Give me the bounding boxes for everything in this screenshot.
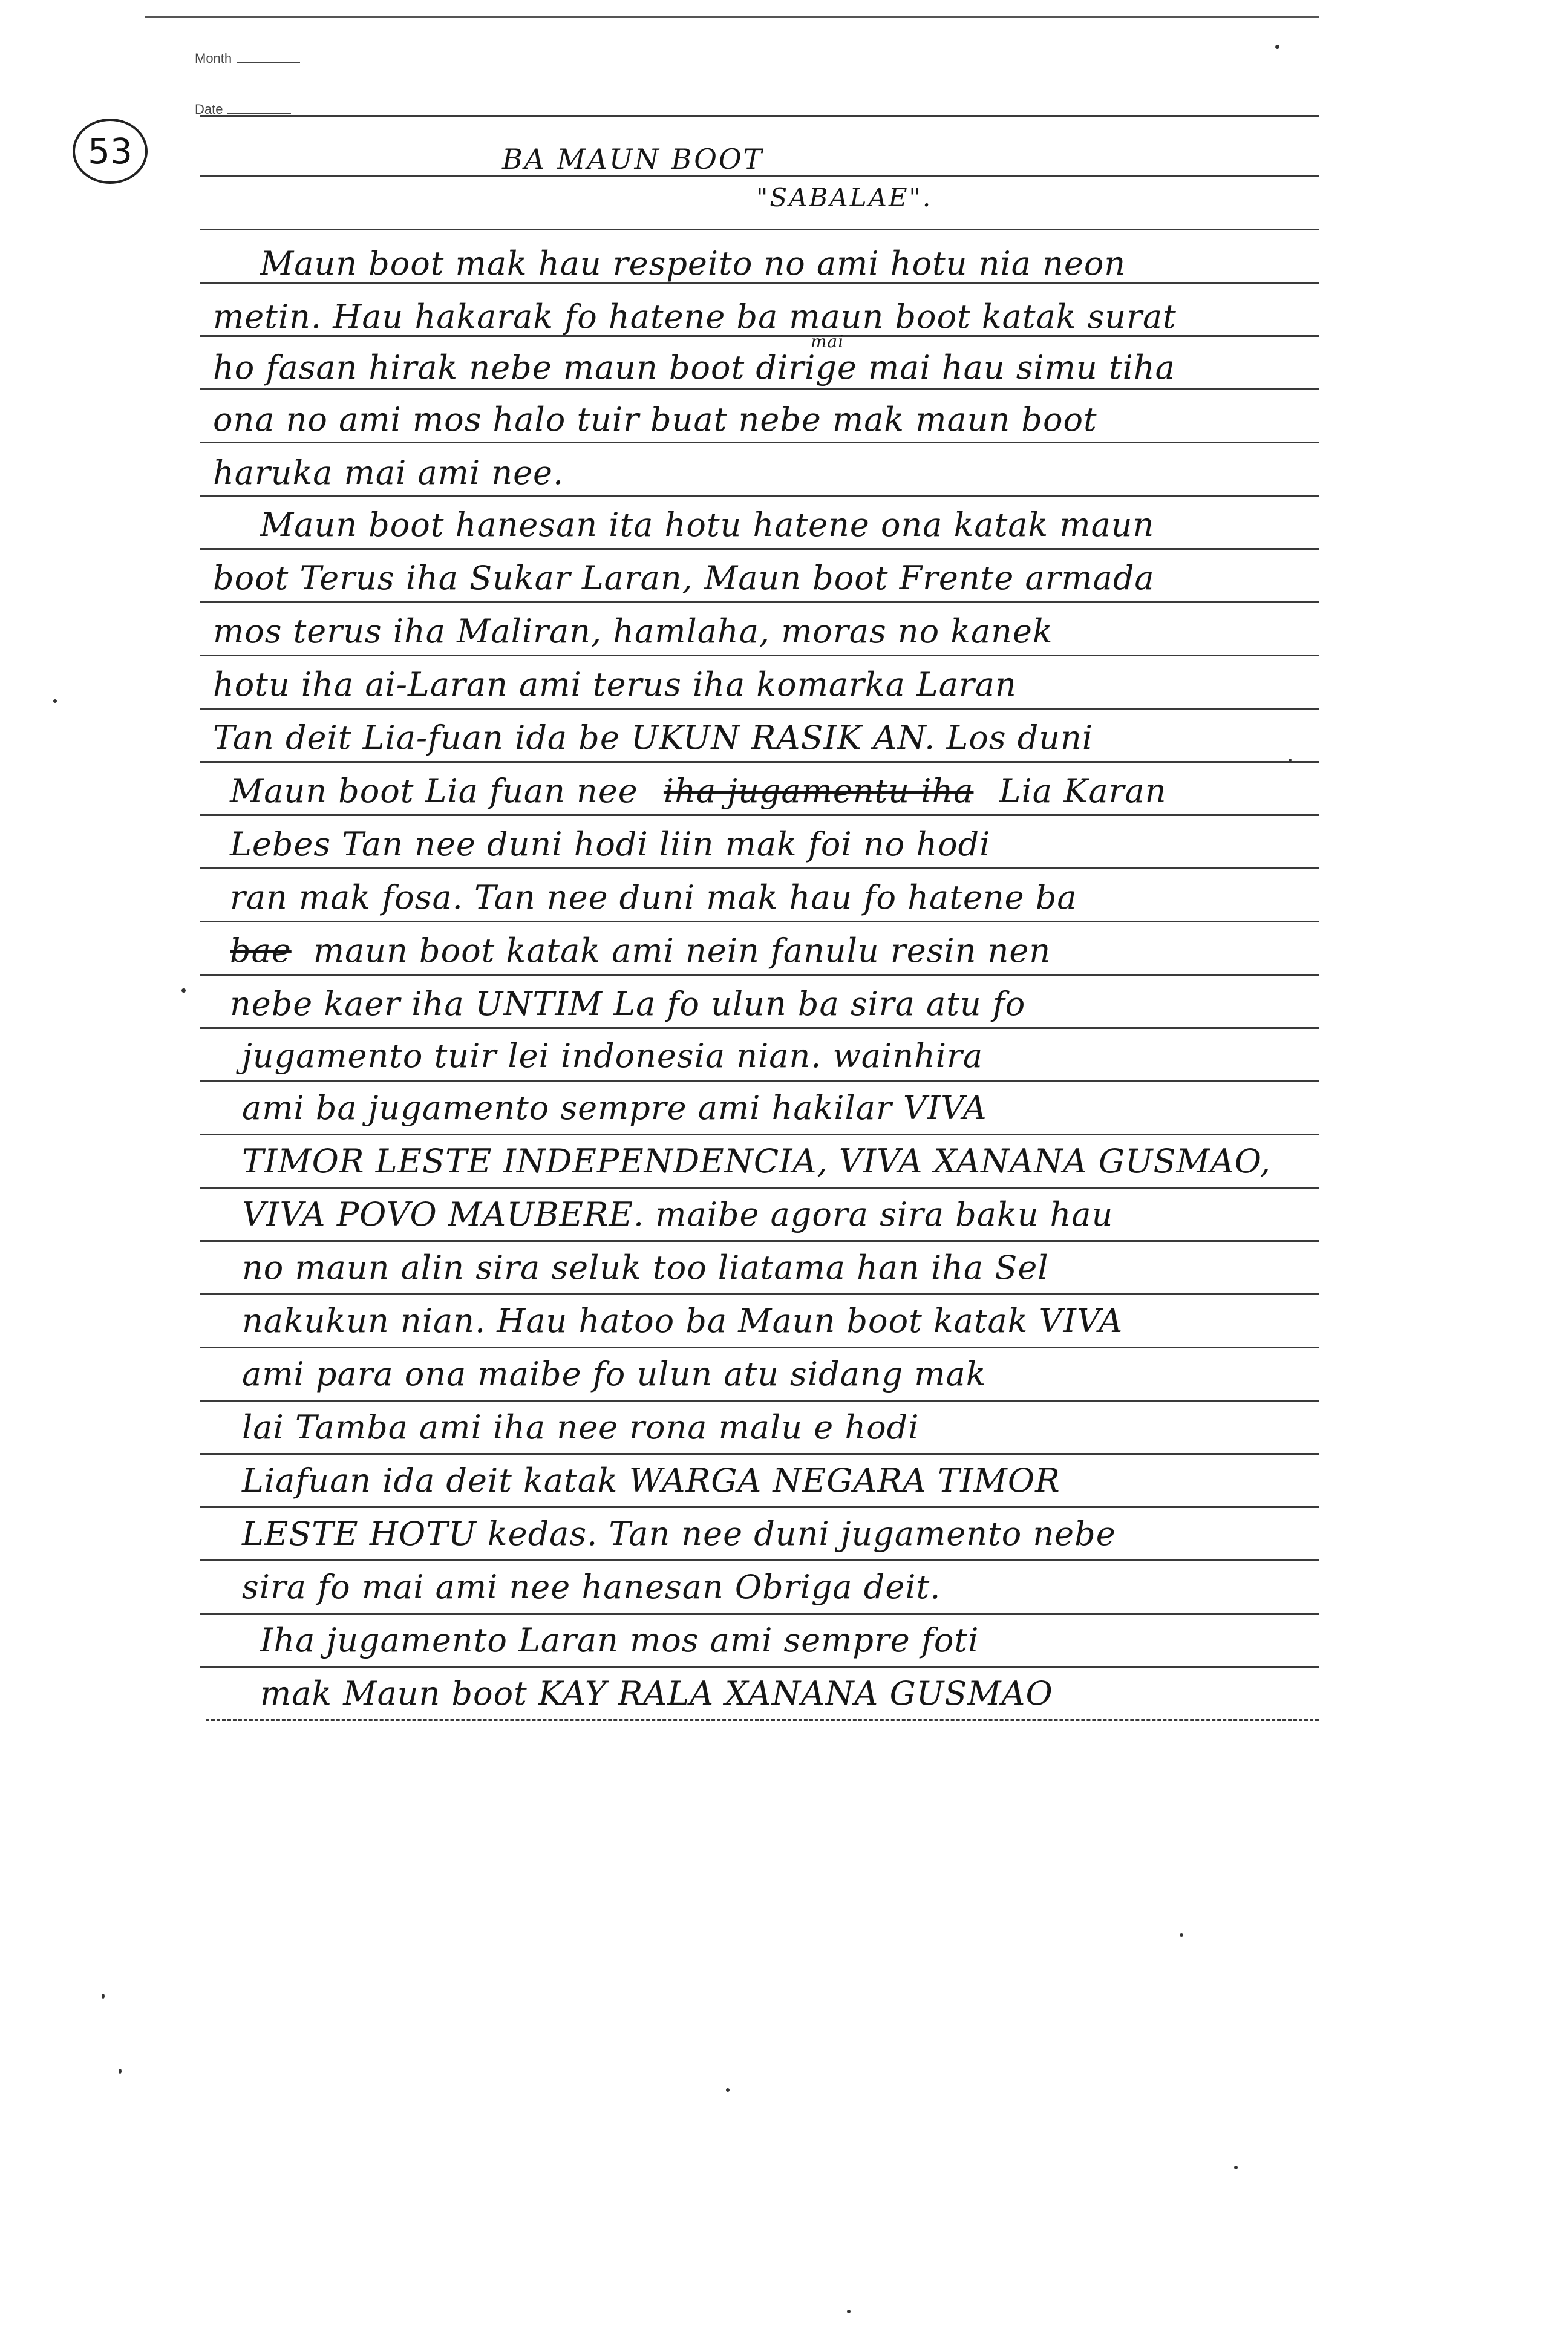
scan-speck [1180, 1933, 1183, 1937]
rule-line [200, 495, 1319, 497]
text-line: ran mak fosa. Tan nee duni mak hau fo hatene ba [230, 878, 1077, 916]
text-line: LESTE HOTU kedas. Tan nee duni jugamento nebe [242, 1515, 1116, 1553]
text-line: VIVA POVO MAUBERE. maibe agora sira baku hau [242, 1195, 1114, 1233]
text-line [230, 772, 1166, 810]
text-line: lai Tamba ami iha nee rona malu e hodi [242, 1408, 920, 1446]
text-line-part: maun boot katak ami nein fanulu resin nen [313, 932, 1051, 970]
rule-line [200, 1559, 1319, 1561]
text-line [213, 348, 1175, 387]
page-number-circle: 53 [73, 119, 148, 184]
text-line: sira fo mai ami nee hanesan Obriga deit. [242, 1568, 941, 1606]
month-blank [237, 51, 300, 63]
text-line: mos terus iha Maliran, hamlaha, moras no kanek [213, 612, 1053, 650]
text-line: Maun boot hanesan ita hotu hatene ona katak maun [260, 506, 1155, 544]
rule-line [200, 867, 1319, 869]
letter-title: BA MAUN BOOT [502, 143, 764, 175]
rule-line [200, 1293, 1319, 1295]
rule-line [200, 388, 1319, 390]
text-line-part: ho fasan hirak nebe maun boot dirige mai hau simu tiha [213, 348, 1175, 387]
scan-speck [1234, 2166, 1238, 2169]
text-line: nebe kaer iha UNTIM La fo ulun ba sira atu fo [230, 985, 1026, 1023]
rule-line [200, 761, 1319, 763]
text-line-part: Maun boot Lia fuan nee [230, 772, 638, 810]
text-line: TIMOR LESTE INDEPENDENCIA, VIVA XANANA GUSMAO, [242, 1142, 1272, 1180]
rule-line [200, 1240, 1319, 1242]
rule-line [200, 1347, 1319, 1348]
rule-line [206, 1719, 1319, 1721]
text-line: Liafuan ida deit katak WARGA NEGARA TIMOR [242, 1461, 1060, 1500]
text-line: ona no ami mos halo tuir buat nebe mak maun boot [213, 400, 1097, 439]
rule-line [200, 1666, 1319, 1668]
text-line: haruka mai ami nee. [213, 454, 564, 492]
text-line: Tan deit Lia-fuan ida be UKUN RASIK AN. Los duni [213, 719, 1094, 757]
text-line-part: Lia Karan [999, 772, 1167, 810]
text-line: metin. Hau hakarak fo hatene ba maun boot katak surat [213, 298, 1177, 336]
scan-speck [53, 699, 57, 703]
month-label: Month [195, 51, 232, 66]
text-line: no maun alin sira seluk too liatama han iha Sel [242, 1249, 1049, 1287]
text-line [230, 932, 1051, 970]
insertion-mark: mai [811, 331, 844, 351]
scan-speck [726, 2088, 730, 2092]
scan-speck [1275, 45, 1279, 49]
scan-speck [181, 988, 186, 993]
text-line: ami para ona maibe fo ulun atu sidang mak [242, 1355, 987, 1393]
text-line: mak Maun boot KAY RALA XANANA GUSMAO [260, 1674, 1053, 1712]
rule-line [200, 974, 1319, 976]
date-label: Date [195, 102, 223, 117]
scan-speck [119, 2069, 122, 2074]
month-field [195, 51, 300, 67]
rule-line [200, 655, 1319, 656]
rule-line [200, 814, 1319, 816]
top-rule [145, 16, 1319, 18]
crossed-out-text: iha jugamentu iha [663, 772, 974, 810]
date-blank [227, 102, 291, 114]
rule-line [200, 921, 1319, 922]
text-line: jugamento tuir lei indonesia nian. wainhira [242, 1037, 984, 1075]
rule-line [200, 1080, 1319, 1082]
rule-line [200, 1134, 1319, 1135]
rule-line [200, 115, 1319, 117]
text-line: Maun boot mak hau respeito no ami hotu nia neon [260, 244, 1126, 282]
rule-line [200, 708, 1319, 710]
text-line: hotu iha ai-Laran ami terus iha komarka Laran [213, 665, 1017, 704]
rule-line [200, 229, 1319, 230]
scan-speck [847, 2310, 851, 2313]
text-line: Lebes Tan nee duni hodi liin mak foi no hodi [230, 825, 991, 863]
rule-line [200, 1506, 1319, 1508]
letter-subtitle: "SABALAE". [756, 183, 933, 212]
rule-line [200, 1027, 1319, 1029]
rule-line [200, 601, 1319, 603]
rule-line [200, 548, 1319, 550]
text-line: nakukun nian. Hau hatoo ba Maun boot katak VIVA [242, 1302, 1123, 1340]
scan-speck [1289, 759, 1292, 762]
crossed-out-text: bae [230, 932, 292, 970]
rule-line [200, 1453, 1319, 1455]
rule-line [200, 175, 1319, 177]
text-line: ami ba jugamento sempre ami hakilar VIVA [242, 1089, 987, 1127]
rule-line [200, 1187, 1319, 1189]
text-line: Iha jugamento Laran mos ami sempre foti [260, 1621, 979, 1659]
rule-line [200, 1400, 1319, 1402]
rule-line [200, 442, 1319, 443]
text-line: boot Terus iha Sukar Laran, Maun boot Frente armada [213, 559, 1155, 597]
scan-speck [102, 1994, 105, 1999]
rule-line [200, 1613, 1319, 1615]
